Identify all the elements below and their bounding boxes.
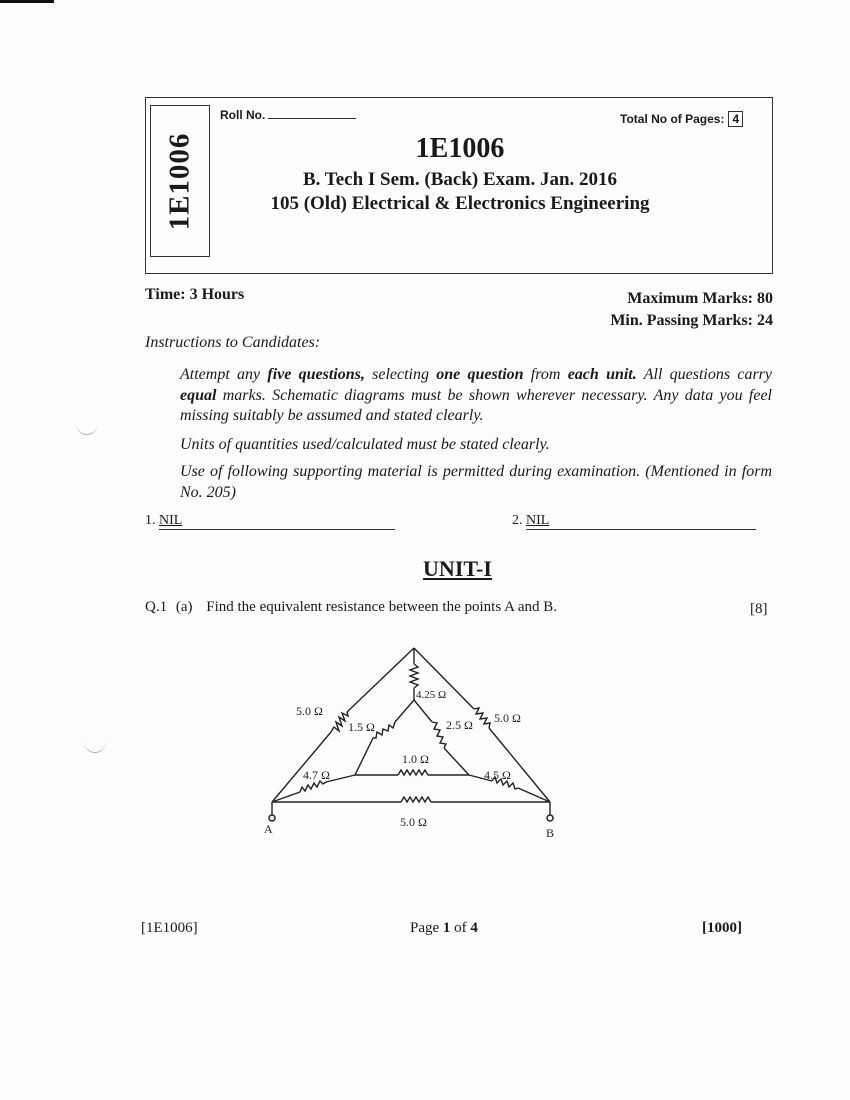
material-2-value: NIL — [526, 513, 550, 528]
text: Attempt any — [180, 366, 268, 383]
label-lower-left: 4.7 Ω — [303, 768, 330, 782]
total-pages-label: Total No of Pages: — [620, 112, 725, 126]
paper-code: 1E1006 — [415, 133, 505, 164]
label-center-vertical: 4.25 Ω — [416, 689, 447, 701]
text: from — [523, 366, 568, 383]
footer-paper-code: [1E1006] — [141, 920, 198, 936]
question-text: Find the equivalent resistance between the points A and B. — [206, 599, 558, 615]
label-inner-bottom: 1.0 Ω — [402, 752, 429, 766]
text: All questions carry — [636, 366, 772, 383]
page-of: of — [450, 920, 471, 936]
emphasis: five questions, — [267, 366, 365, 383]
material-1-value: NIL — [159, 513, 183, 528]
emphasis: one question — [436, 366, 524, 383]
terminal-a-label: A — [264, 822, 273, 836]
instruction-paragraph-3: Use of following supporting material is permitted during examination. (Mentioned in form No. 205) — [180, 463, 772, 501]
instruction-paragraph-2: Units of quantities used/calculated must be stated clearly. — [180, 436, 550, 453]
label-outer-left: 5.0 Ω — [296, 704, 323, 718]
label-inner-left: 1.5 Ω — [348, 720, 375, 734]
exam-title: B. Tech I Sem. (Back) Exam. Jan. 2016 — [302, 169, 618, 190]
terminal-b-label: B — [546, 826, 555, 840]
min-passing-marks: Min. Passing Marks: 24 — [610, 312, 773, 329]
label-inner-right: 2.5 Ω — [446, 718, 473, 732]
footer-page-number — [410, 920, 478, 937]
question-number: Q.1 — [145, 599, 168, 615]
page-total: 4 — [470, 920, 478, 936]
question-part: (a) — [175, 599, 193, 615]
time-allowed: Time: 3 Hours — [145, 286, 245, 303]
emphasis: equal — [180, 386, 217, 404]
total-pages-value: 4 — [728, 111, 743, 127]
material-2-number: 2. — [512, 513, 523, 528]
label-bottom: 5.0 Ω — [400, 815, 427, 829]
emphasis: each unit. — [567, 366, 637, 383]
text: marks. Schematic diagrams must be shown wherever necessary. Any data you feel missing suitably be assumed and stated clearly. — [180, 386, 772, 424]
question-marks: [8] — [750, 601, 768, 617]
instructions-heading: Instructions to Candidates: — [145, 334, 321, 351]
page-current: 1 — [442, 920, 451, 936]
unit-heading: UNIT-I — [423, 556, 492, 581]
label-outer-right: 5.0 Ω — [494, 711, 521, 725]
side-code-text: 1E1006 — [163, 132, 196, 230]
footer-copies: [1000] — [702, 920, 742, 936]
subject-title: 105 (Old) Electrical & Electronics Engineering — [270, 193, 650, 214]
maximum-marks: Maximum Marks: 80 — [627, 290, 773, 307]
label-lower-right: 4.5 Ω — [484, 768, 511, 782]
text: selecting — [364, 366, 437, 383]
material-1-number: 1. — [145, 513, 156, 528]
roll-no-label: Roll No. — [220, 108, 266, 122]
page-prefix: Page — [410, 920, 443, 936]
